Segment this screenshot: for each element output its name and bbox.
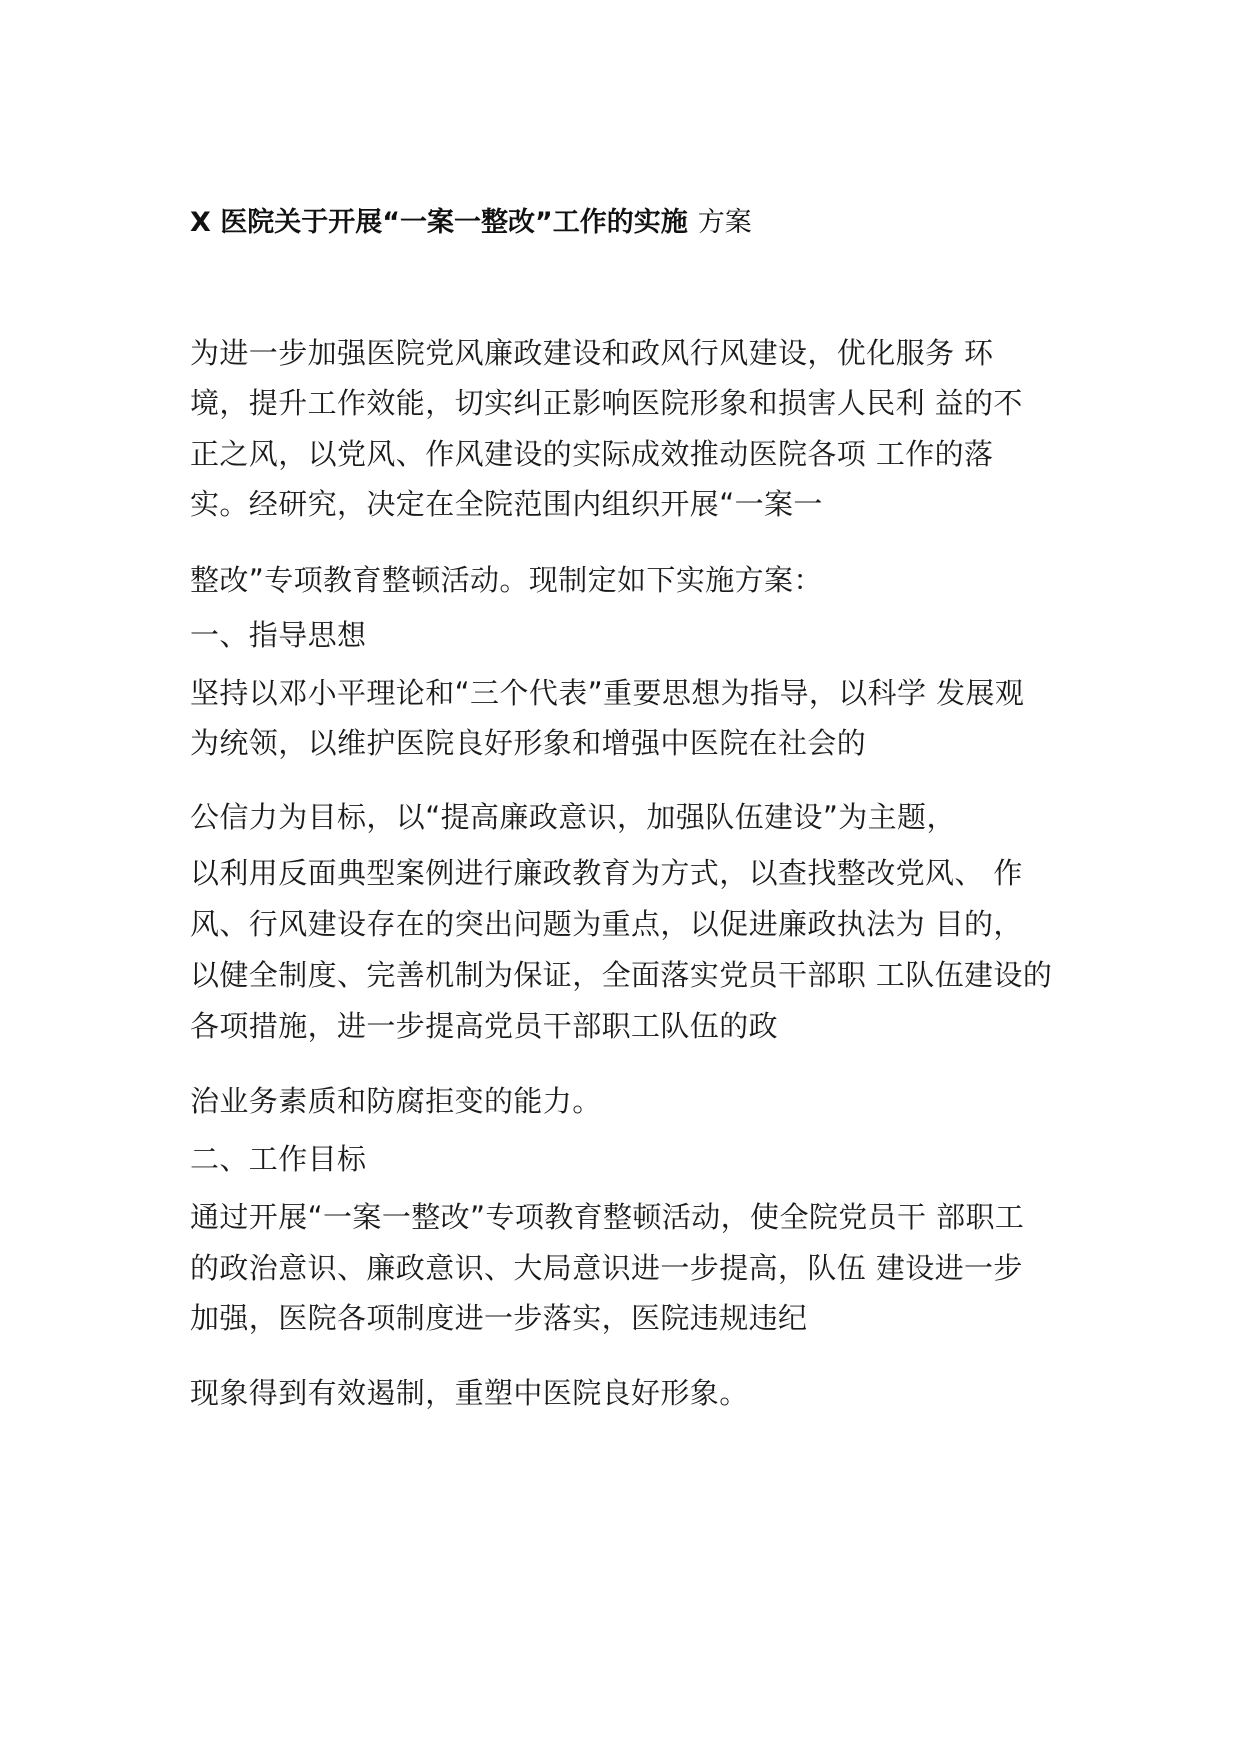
body-line: 风、行风建设存在的突出问题为重点，以促进廉政执法为 目的， (190, 907, 1023, 941)
body-line: 实。经研究，决定在全院范围内组织开展“一案一 (190, 487, 823, 521)
body-line: 坚持以邓小平理论和“三个代表”重要思想为指导，以科学 发展观 (190, 676, 1025, 710)
body-line: 公信力为目标，以“提高廉政意识，加强队伍建设”为主题， (190, 800, 956, 834)
body-line: 整改”专项教育整顿活动。现制定如下实施方案： (190, 563, 823, 597)
body-line: 的政治意识、廉政意识、大局意识进一步提高，队伍 建设进一步 (190, 1251, 1023, 1285)
body-line: 以健全制度、完善机制为保证，全面落实党员干部职 工队伍建设的 (190, 958, 1053, 992)
body-line: 为统领，以维护医院良好形象和增强中医院在社会的 (190, 726, 867, 760)
body-line: 以利用反面典型案例进行廉政教育为方式，以查找整改党风、 作 (190, 856, 1023, 890)
body-line: 正之风，以党风、作风建设的实际成效推动医院各项 工作的落 (190, 437, 994, 471)
body-line: 为进一步加强医院党风廉政建设和政风行风建设，优化服务 环 (190, 336, 994, 370)
document-title (190, 203, 752, 243)
title-main: X 医院关于开展“一案一整改”工作的实施 (190, 207, 688, 238)
body-line: 现象得到有效遏制，重塑中医院良好形象。 (190, 1376, 749, 1410)
body-line: 通过开展“一案一整改”专项教育整顿活动，使全院党员干 部职工 (190, 1200, 1025, 1234)
section-heading-work-goals: 二、工作目标 (190, 1142, 367, 1176)
title-tail: 方案 (697, 207, 752, 238)
section-heading-guiding-ideology: 一、指导思想 (190, 618, 367, 652)
body-line: 治业务素质和防腐拒变的能力。 (190, 1084, 602, 1118)
body-line: 加强，医院各项制度进一步落实，医院违规违纪 (190, 1301, 808, 1335)
body-line: 境，提升工作效能，切实纠正影响医院形象和损害人民利 益的不 (190, 386, 1023, 420)
body-line: 各项措施，进一步提高党员干部职工队伍的政 (190, 1009, 779, 1043)
